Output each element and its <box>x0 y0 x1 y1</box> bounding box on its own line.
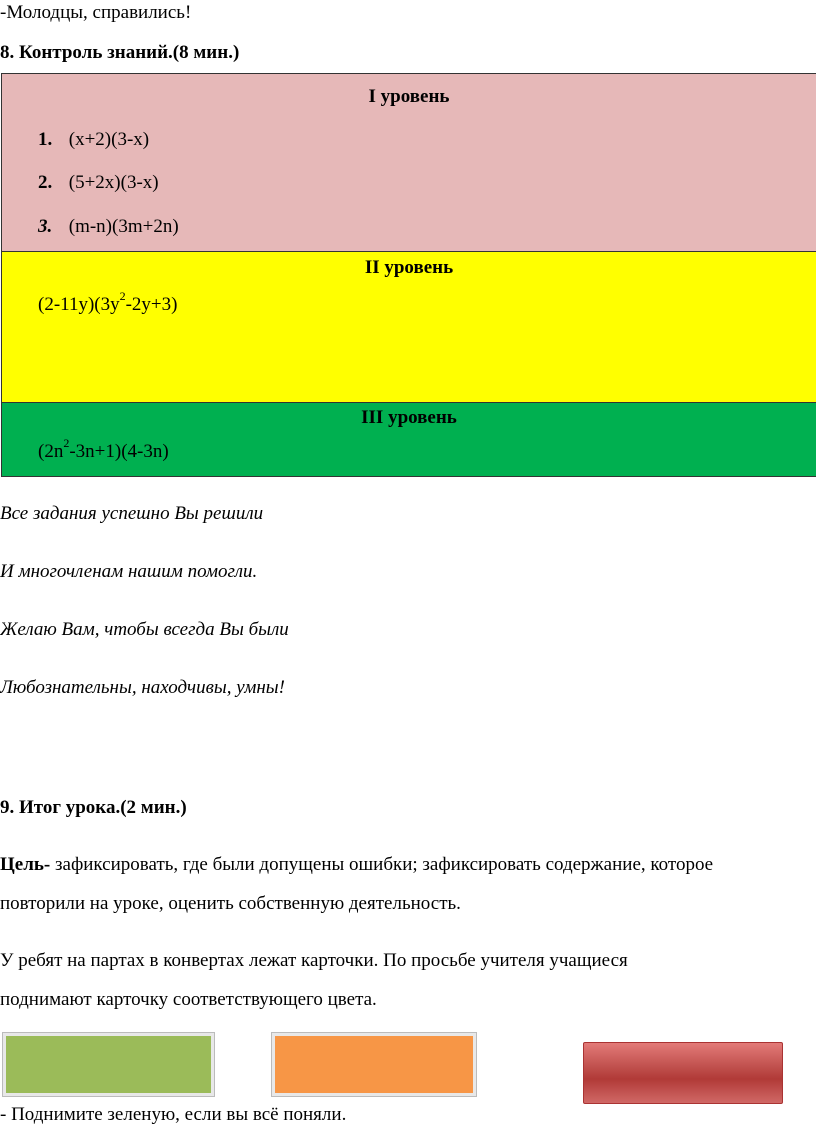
level-3-block <box>2 402 816 476</box>
cards-paragraph-line-2: поднимают карточку соответствующего цвета. <box>0 989 377 1010</box>
level-2-expression: $(2-11y)(3y^2-2y+3)$ <box>38 288 178 315</box>
goal-line-1: Цель- зафиксировать, где были допущены ошибки; зафиксировать содержание, которое <box>0 854 714 875</box>
poem-line-3: Желаю Вам, чтобы всегда Вы были <box>0 619 289 640</box>
task-1-expression: (x+2)(3-x) <box>68 129 150 150</box>
poem-line-2: И многочленам нашим помогли. <box>0 561 258 582</box>
task-1-number: 1. <box>38 129 53 150</box>
poem-line-4: Любознательны, находчивы, умны! <box>0 677 285 698</box>
level-1-block <box>2 74 816 251</box>
goal-line-2: повторили на уроке, оценить собственную деятельность. <box>0 893 461 914</box>
bottom-line: - Поднимите зеленую, если вы всё поняли. <box>0 1104 347 1125</box>
task-2-number: 2. <box>38 172 53 193</box>
level-2-title: II уровень <box>364 257 454 278</box>
task-2-expression: (5+2x)(3-x) <box>68 172 159 193</box>
level-3-expression: $(2n^2-3n+1)(4-3n)$ <box>38 435 169 462</box>
cards-paragraph-line-1: У ребят на партах в конвертах лежат карточки. По просьбе учителя учащиеся <box>0 950 628 971</box>
task-3 <box>38 216 179 238</box>
green-card <box>3 1033 214 1096</box>
section-8-title: 8. Контроль знаний.(8 мин.) <box>0 42 240 63</box>
level-3-title: III уровень <box>361 407 457 428</box>
task-3-number: 3. <box>38 216 53 237</box>
orange-card <box>272 1033 476 1096</box>
task-1 <box>38 129 149 151</box>
red-card <box>583 1042 783 1104</box>
task-2 <box>38 172 159 194</box>
level-2-block <box>2 251 816 402</box>
goal-label: Цель- <box>0 854 51 875</box>
level-1-title: I уровень <box>368 86 450 107</box>
top-line: -Молодцы, справились! <box>0 2 192 23</box>
poem-line-1: Все задания успешно Вы решили <box>0 503 264 524</box>
levels-table <box>1 73 816 477</box>
task-3-expression: (m-n)(3m+2n) <box>68 216 179 237</box>
section-9-title: 9. Итог урока.(2 мин.) <box>0 797 187 818</box>
